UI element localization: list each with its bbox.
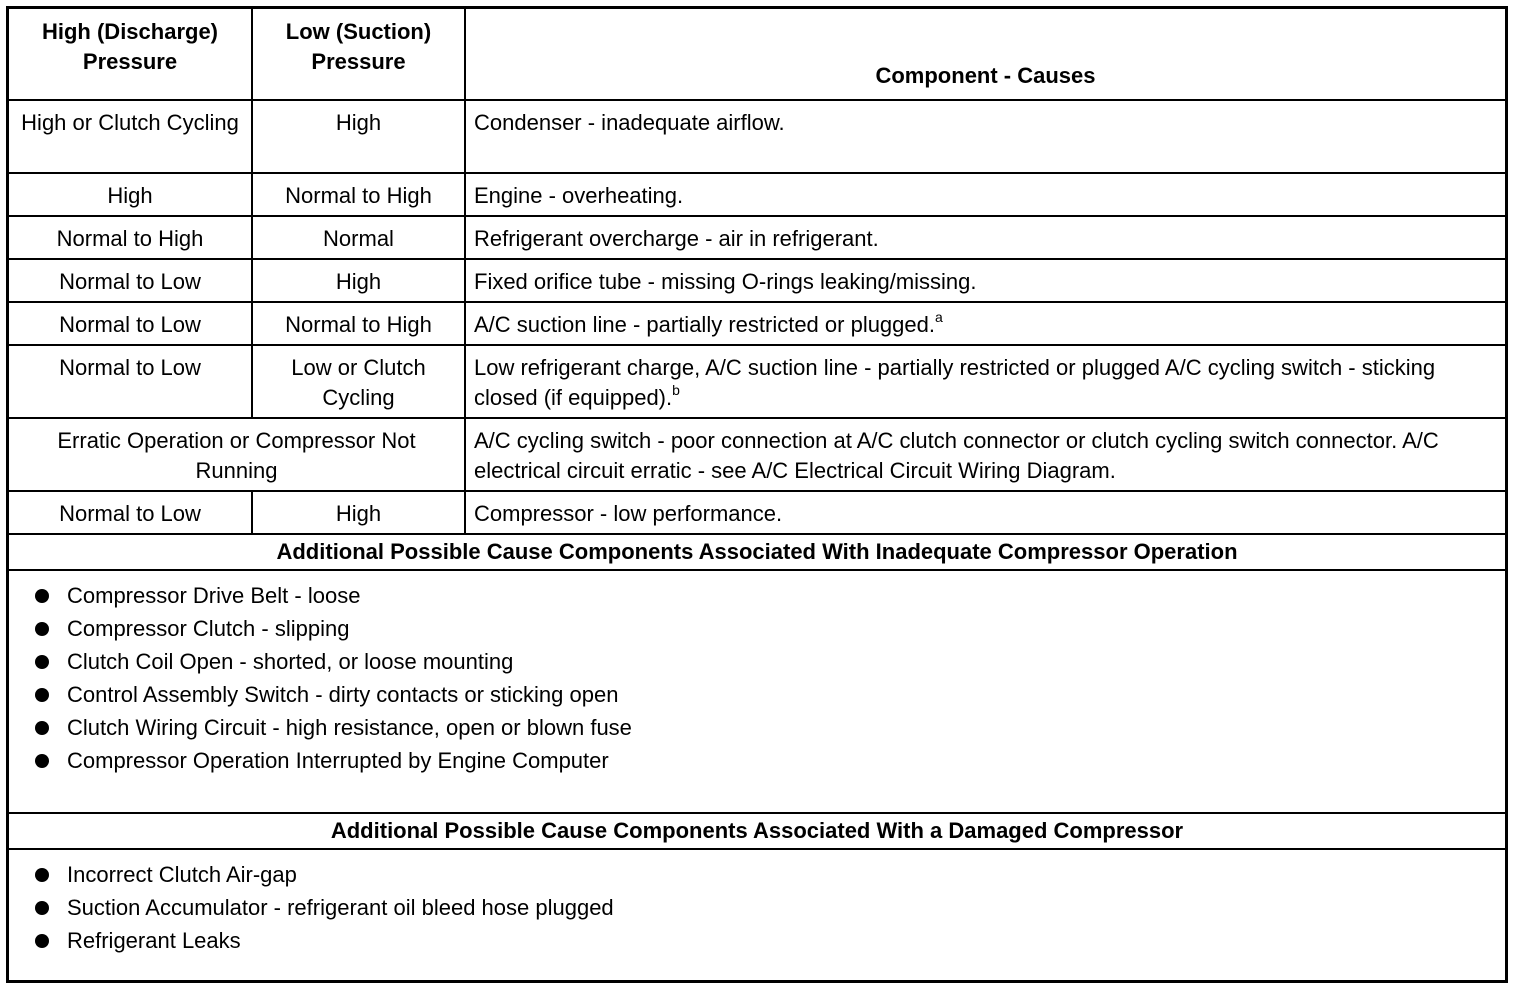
low-pressure-cell: Normal to High — [252, 302, 465, 345]
list-item — [31, 924, 1505, 957]
section2-list-cell — [9, 849, 1505, 980]
high-pressure-cell: Normal to Low — [9, 302, 252, 345]
cause-text: Low refrigerant charge, A/C suction line - partially restricted or plugged A/C cycling switch - sticking closed (if equipped). — [474, 355, 1436, 410]
low-pressure-cell: Low or Clutch Cycling — [252, 345, 465, 418]
header-low-pressure: Low (Suction) Pressure — [252, 9, 465, 100]
cause-text: Engine - overheating. — [474, 183, 684, 208]
table-row — [9, 345, 1505, 418]
cause-text: A/C cycling switch - poor connection at A/C clutch connector or clutch cycling switch connector. A/C electrical circuit erratic - see A/C Electrical Circuit Wiring Diagram. — [474, 428, 1439, 483]
header-row — [9, 9, 1505, 100]
list-item-text: Refrigerant Leaks — [67, 927, 241, 953]
table-row — [9, 259, 1505, 302]
table-row — [9, 216, 1505, 259]
table-row — [9, 418, 1505, 491]
section-list-row — [9, 849, 1505, 980]
table-row — [9, 100, 1505, 173]
list-item-text: Compressor Drive Belt - loose — [67, 583, 361, 608]
diagnostic-table-frame — [6, 6, 1508, 983]
cause-text: Condenser - inadequate airflow. — [474, 110, 785, 135]
list-item — [31, 711, 1505, 744]
section2-list — [9, 850, 1505, 967]
list-item-text: Compressor Operation Interrupted by Engine Computer — [67, 748, 609, 773]
list-item — [31, 612, 1505, 645]
cause-cell — [465, 345, 1505, 418]
bullet-icon — [35, 622, 49, 636]
table-row — [9, 491, 1505, 534]
section1-title: Additional Possible Cause Components Associated With Inadequate Compressor Operation — [9, 534, 1505, 570]
bullet-icon — [35, 688, 49, 702]
high-pressure-cell: High or Clutch Cycling — [9, 100, 252, 173]
list-item-text: Incorrect Clutch Air-gap — [67, 861, 297, 887]
section-list-row — [9, 570, 1505, 813]
combined-pressure-cell: Erratic Operation or Compressor Not Running — [9, 418, 465, 491]
bullet-icon — [35, 901, 49, 915]
list-item — [31, 744, 1505, 777]
list-item — [31, 645, 1505, 678]
cause-cell — [465, 100, 1505, 173]
cause-cell — [465, 173, 1505, 216]
bullet-icon — [35, 655, 49, 669]
list-item-text: Compressor Clutch - slipping — [67, 616, 350, 641]
section-header-row — [9, 813, 1505, 849]
section2-title: Additional Possible Cause Components Associated With a Damaged Compressor — [9, 813, 1505, 849]
cause-cell — [465, 216, 1505, 259]
low-pressure-cell: High — [252, 491, 465, 534]
table-row — [9, 302, 1505, 345]
low-pressure-cell: Normal — [252, 216, 465, 259]
cause-cell — [465, 259, 1505, 302]
cause-text: Compressor - low performance. — [474, 501, 783, 526]
list-item-text: Suction Accumulator - refrigerant oil bleed hose plugged — [67, 894, 614, 920]
cause-cell — [465, 302, 1505, 345]
list-item — [31, 858, 1505, 891]
footnote-marker: a — [935, 309, 943, 325]
section1-list — [9, 571, 1505, 787]
low-pressure-cell: High — [252, 259, 465, 302]
low-pressure-cell: Normal to High — [252, 173, 465, 216]
header-high-pressure: High (Discharge) Pressure — [9, 9, 252, 100]
footnote-marker: b — [672, 382, 680, 398]
bullet-icon — [35, 721, 49, 735]
list-item — [31, 891, 1505, 924]
diagnostic-table — [9, 9, 1505, 980]
bullet-icon — [35, 934, 49, 948]
high-pressure-cell: Normal to Low — [9, 491, 252, 534]
list-item-text: Control Assembly Switch - dirty contacts or sticking open — [67, 682, 619, 707]
section1-list-cell — [9, 570, 1505, 813]
table-row — [9, 173, 1505, 216]
bullet-icon — [35, 589, 49, 603]
low-pressure-cell: High — [252, 100, 465, 173]
high-pressure-cell: Normal to High — [9, 216, 252, 259]
bullet-icon — [35, 868, 49, 882]
high-pressure-cell: Normal to Low — [9, 259, 252, 302]
list-item — [31, 579, 1505, 612]
section-header-row — [9, 534, 1505, 570]
list-item-text: Clutch Coil Open - shorted, or loose mounting — [67, 649, 514, 674]
cause-text: A/C suction line - partially restricted or plugged. — [474, 312, 935, 337]
list-item — [31, 678, 1505, 711]
high-pressure-cell: High — [9, 173, 252, 216]
cause-cell — [465, 491, 1505, 534]
high-pressure-cell: Normal to Low — [9, 345, 252, 418]
cause-text: Refrigerant overcharge - air in refrigerant. — [474, 226, 879, 251]
header-component-causes: Component - Causes — [465, 9, 1505, 100]
list-item-text: Clutch Wiring Circuit - high resistance, open or blown fuse — [67, 715, 632, 740]
cause-text: Fixed orifice tube - missing O-rings leaking/missing. — [474, 269, 977, 294]
bullet-icon — [35, 754, 49, 768]
cause-cell — [465, 418, 1505, 491]
